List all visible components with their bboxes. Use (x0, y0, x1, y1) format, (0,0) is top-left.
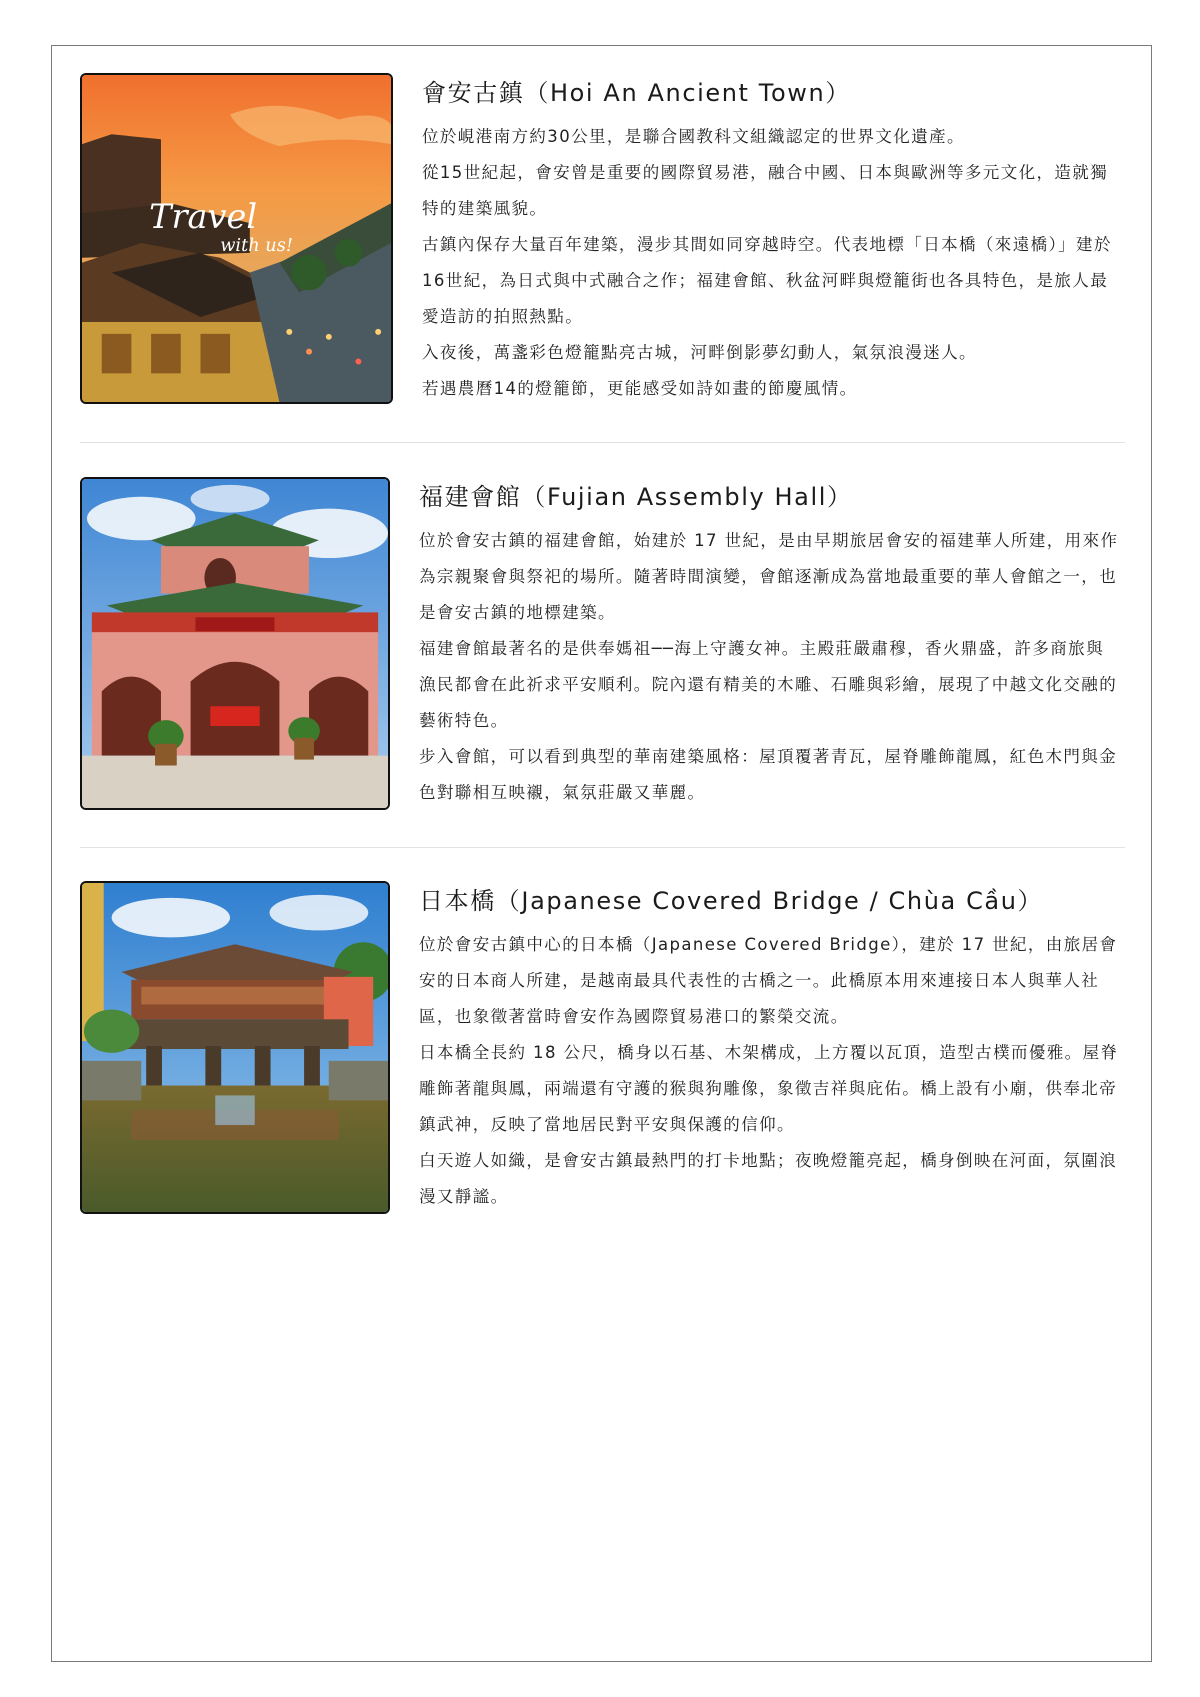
paragraph: 位於峴港南方約30公里，是聯合國教科文組織認定的世界文化遺產。 (422, 127, 965, 146)
paragraph: 古鎮內保存大量百年建築，漫步其間如同穿越時空。代表地標「日本橋（來遠橋）」建於16世紀，為日式與中式融合之作；福建會館、秋盆河畔與燈籠街也各具特色，是旅人最愛造訪的拍照熱點。 (422, 235, 1112, 326)
fujian-hall-text (419, 477, 1119, 811)
section-divider (80, 847, 1125, 848)
section-title: 日本橋（Japanese Covered Bridge / Chùa Cầu） (419, 887, 1044, 915)
fujian-hall-photo (80, 477, 390, 810)
paragraph: 位於會安古鎮中心的日本橋（Japanese Covered Bridge），建於 17 世紀，由旅居會安的日本商人所建，是越南最具代表性的古橋之一。此橋原本用來連接日本人與華人社區，也象徵著當時會安作為國際貿易港口的繁榮交流。 (419, 935, 1118, 1026)
japanese-bridge-text (419, 881, 1119, 1215)
japanese-bridge-photo (80, 881, 390, 1214)
paragraph: 日本橋全長約 18 公尺，橋身以石基、木架構成，上方覆以瓦頂，造型古樸而優雅。屋脊雕飾著龍與鳳，兩端還有守護的猴與狗雕像，象徵吉祥與庇佑。橋上設有小廟，供奉北帝鎮武神，反映了當地居民對平安與保護的信仰。 (419, 1043, 1119, 1134)
paragraph: 白天遊人如織，是會安古鎮最熱門的打卡地點；夜晚燈籠亮起，橋身倒映在河面，氛圍浪漫又靜謐。 (419, 1151, 1118, 1206)
paragraph: 若遇農曆14的燈籠節，更能感受如詩如畫的節慶風情。 (422, 379, 858, 398)
paragraph: 步入會館，可以看到典型的華南建築風格：屋頂覆著青瓦，屋脊雕飾龍鳳，紅色木門與金色對聯相互映襯，氣氛莊嚴又華麗。 (419, 747, 1118, 802)
hoi-an-photo (80, 73, 393, 404)
with-us-overlay-text: with us! (220, 235, 294, 256)
section-title: 會安古鎮（Hoi An Ancient Town） (422, 79, 851, 107)
hoi-an-text (422, 73, 1122, 407)
paragraph: 入夜後，萬盞彩色燈籠點亮古城，河畔倒影夢幻動人，氣氛浪漫迷人。 (422, 343, 977, 362)
paragraph: 福建會館最著名的是供奉媽祖──海上守護女神。主殿莊嚴肅穆，香火鼎盛，許多商旅與漁民都會在此祈求平安順利。院內還有精美的木雕、石雕與彩繪，展現了中越文化交融的藝術特色。 (419, 639, 1118, 730)
section-title: 福建會館（Fujian Assembly Hall） (419, 483, 853, 511)
paragraph: 從15世紀起，會安曾是重要的國際貿易港，融合中國、日本與歐洲等多元文化，造就獨特的建築風貌。 (422, 163, 1109, 218)
section-divider (80, 442, 1125, 443)
travel-overlay-text: Travel (149, 197, 258, 237)
paragraph: 位於會安古鎮的福建會館，始建於 17 世紀，是由早期旅居會安的福建華人所建，用來作為宗親聚會與祭祀的場所。隨著時間演變，會館逐漸成為當地最重要的華人會館之一，也是會安古鎮的地標建築。 (419, 531, 1119, 622)
